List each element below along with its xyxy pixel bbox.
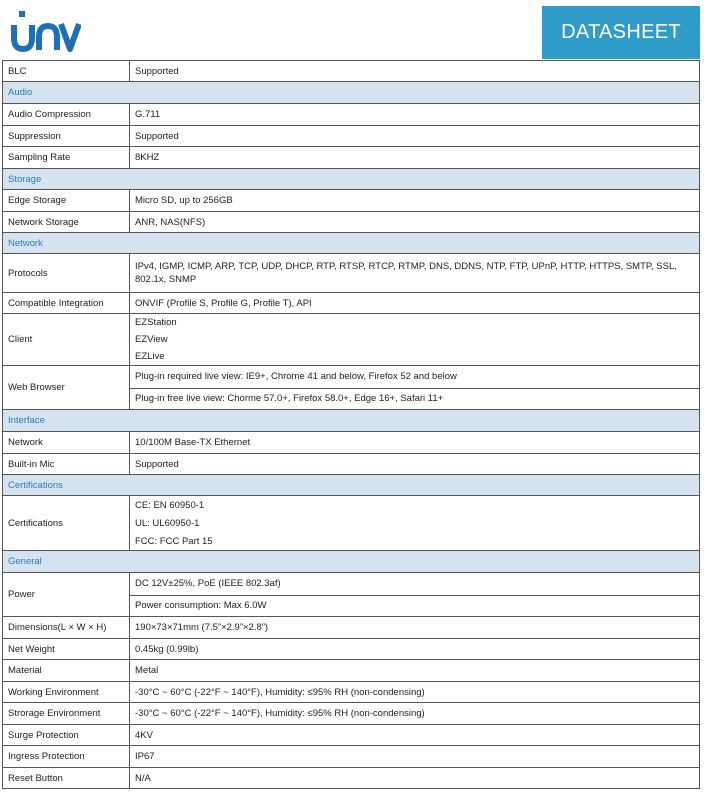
spec-row: [3, 703, 700, 725]
spec-label: Network: [3, 432, 130, 454]
spec-label: Protocols: [3, 254, 130, 293]
spec-row: [3, 366, 700, 410]
unv-logo: [9, 6, 81, 56]
spec-row: [3, 746, 700, 768]
section-header: [3, 82, 700, 104]
spec-row: [3, 126, 700, 147]
spec-row: [3, 617, 700, 639]
section-title: Interface: [3, 410, 700, 432]
spec-value-line: FCC: FCC Part 15: [135, 535, 213, 547]
spec-row: [3, 61, 700, 82]
spec-row: [3, 496, 700, 551]
spec-value: 10/100M Base-TX Ethernet: [130, 432, 700, 454]
spec-row: [3, 682, 700, 703]
spec-value-line: Plug-in required live view: IE9+, Chrome 41 and below, Firefox 52 and below: [135, 371, 457, 383]
spec-label: Network Storage: [3, 212, 130, 233]
spec-value-line: UL: UL60950-1: [135, 517, 200, 529]
section-header: [3, 169, 700, 190]
spec-value-line: EZView: [135, 334, 168, 345]
spec-label: Audio Compression: [3, 104, 130, 126]
spec-value: -30°C ~ 60°C (-22°F ~ 140°F), Humidity: ≤95% RH (non-condensing): [130, 703, 700, 725]
spec-table: [2, 60, 700, 789]
spec-value: [130, 366, 700, 410]
spec-value: IPv4, IGMP, ICMP, ARP, TCP, UDP, DHCP, RTP, RTSP, RTCP, RTMP, DNS, DDNS, NTP, FTP, UPnP, HTTP, HTTPS, SMTP, SSL, 802.1x, SNMP: [130, 254, 700, 293]
spec-row: [3, 573, 700, 617]
spec-label: Reset Button: [3, 768, 130, 789]
spec-row: [3, 432, 700, 454]
spec-label: Edge Storage: [3, 190, 130, 212]
spec-label: Web Browser: [3, 366, 130, 410]
spec-label: Dimensions(L × W × H): [3, 617, 130, 639]
section-header: [3, 410, 700, 432]
spec-value: [130, 314, 700, 366]
spec-value: Micro SD, up to 256GB: [130, 190, 700, 212]
spec-label: Compatible Integration: [3, 293, 130, 314]
spec-value-line: Power consumption: Max 6.0W: [130, 595, 699, 617]
spec-label: Suppression: [3, 126, 130, 147]
spec-row: [3, 314, 700, 366]
spec-value: -30°C ~ 60°C (-22°F ~ 140°F), Humidity: ≤95% RH (non-condensing): [130, 682, 700, 703]
spec-label: Surge Protection: [3, 725, 130, 746]
spec-value-line: CE: EN 60950-1: [135, 499, 205, 511]
spec-label: Sampling Rate: [3, 147, 130, 169]
spec-value-line: DC 12V±25%, PoE (IEEE 802.3af): [135, 578, 281, 590]
spec-value: [130, 573, 700, 617]
spec-value-line: EZStation: [135, 317, 177, 328]
spec-value: IP67: [130, 746, 700, 768]
spec-value: 190×73×71mm (7.5”×2.9”×2.8”): [130, 617, 700, 639]
page-header: [0, 0, 704, 60]
spec-value: Supported: [130, 61, 700, 82]
spec-label: Power: [3, 573, 130, 617]
spec-label: Working Environment: [3, 682, 130, 703]
section-header: [3, 475, 700, 496]
spec-row: [3, 768, 700, 789]
section-title: Certifications: [3, 475, 700, 496]
section-title: General: [3, 551, 700, 573]
spec-value-line: Plug-in free live view: Chorme 57.0+, Firefox 58.0+, Edge 16+, Safari 11+: [130, 388, 699, 410]
spec-value: Metal: [130, 660, 700, 682]
spec-label: Net Weight: [3, 639, 130, 660]
spec-value: [130, 496, 700, 551]
section-title: Audio: [3, 82, 700, 104]
spec-row: [3, 190, 700, 212]
spec-row: [3, 147, 700, 169]
spec-label: Client: [3, 314, 130, 366]
spec-row: [3, 660, 700, 682]
section-title: Network: [3, 233, 700, 254]
spec-row: [3, 212, 700, 233]
datasheet-badge: DATASHEET: [542, 6, 700, 59]
section-title: Storage: [3, 169, 700, 190]
spec-label: Material: [3, 660, 130, 682]
spec-value-line: EZLive: [135, 351, 165, 362]
spec-label: Strorage Environment: [3, 703, 130, 725]
spec-value: ANR, NAS(NFS): [130, 212, 700, 233]
spec-row: [3, 254, 700, 293]
spec-row: [3, 725, 700, 746]
spec-label: BLC: [3, 61, 130, 82]
spec-value: 8KHZ: [130, 147, 700, 169]
spec-label: Ingress Protection: [3, 746, 130, 768]
spec-row: [3, 454, 700, 475]
spec-row: [3, 293, 700, 314]
spec-value: N/A: [130, 768, 700, 789]
spec-label: Built-in Mic: [3, 454, 130, 475]
spec-value: Supported: [130, 126, 700, 147]
section-header: [3, 551, 700, 573]
spec-row: [3, 104, 700, 126]
spec-value: 0.45kg (0.99lb): [130, 639, 700, 660]
spec-value: ONVIF (Profile S, Profile G, Profile T), API: [130, 293, 700, 314]
spec-value: Supported: [130, 454, 700, 475]
spec-value: 4KV: [130, 725, 700, 746]
spec-row: [3, 639, 700, 660]
spec-label: Certifications: [3, 496, 130, 551]
spec-value: G.711: [130, 104, 700, 126]
section-header: [3, 233, 700, 254]
